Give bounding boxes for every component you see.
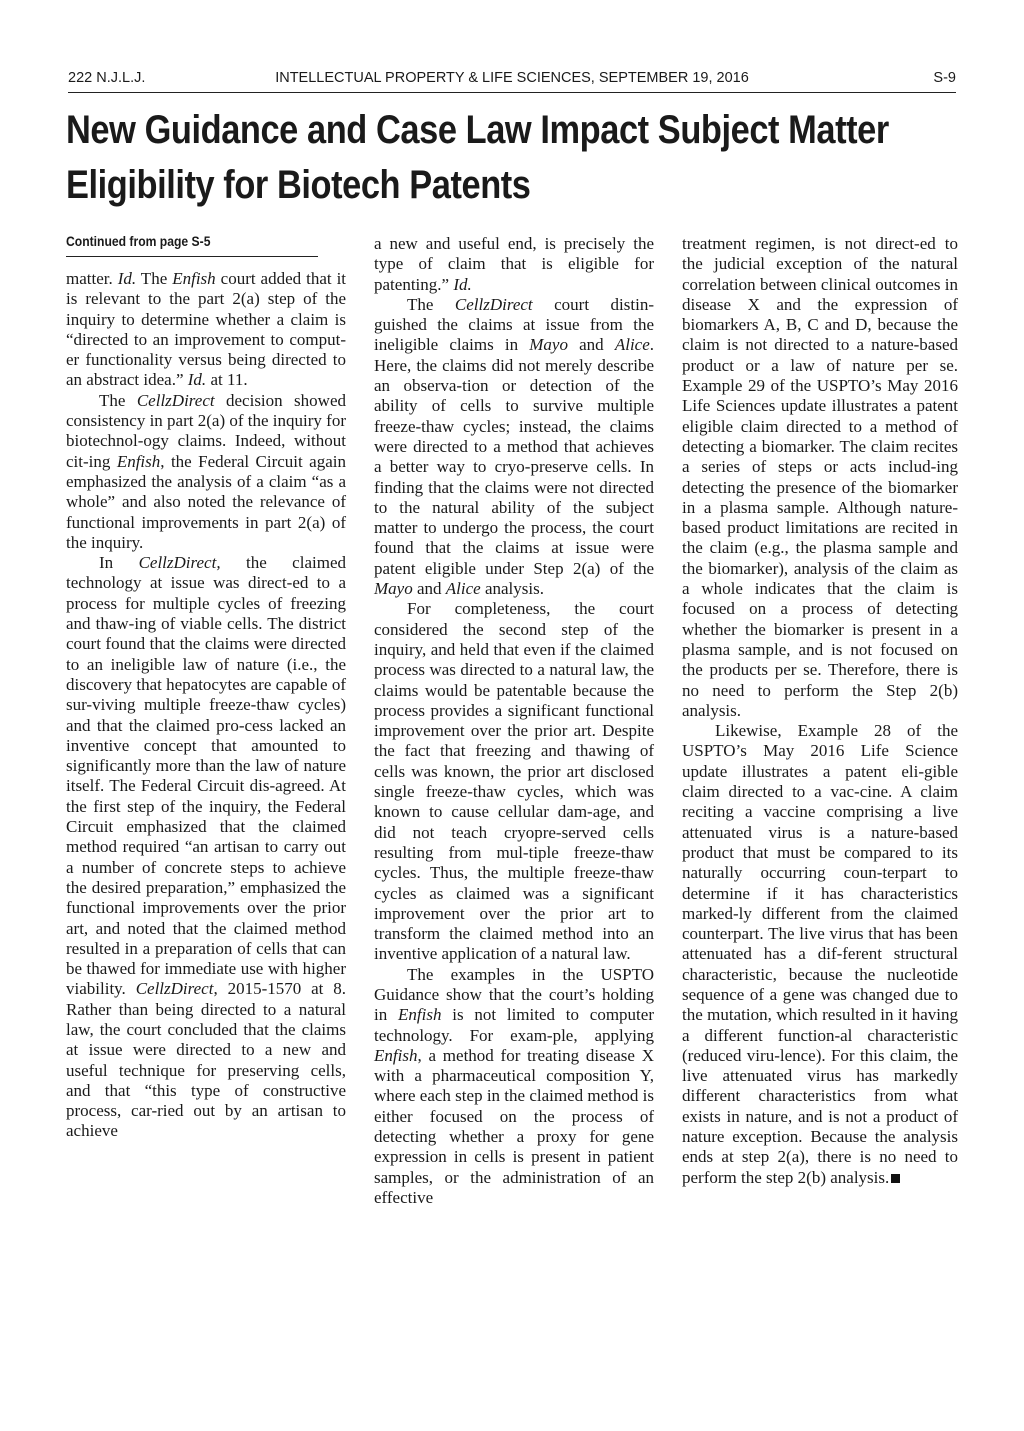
paragraph-text: decision showed consistency in part 2(a) of the inquiry for biotechnol-ogy claims. Indeed, without cit-ing [66, 390, 346, 471]
header-rule [68, 92, 956, 93]
italic-text: CellzDirect [135, 979, 214, 999]
paragraph [682, 234, 958, 721]
paragraph-text: analysis. [480, 579, 544, 599]
paragraph-text: Likewise, Example 28 of the USPTO’s May 2016 Life Science update illustrates a patent eli-gible claim directed to a vac-cine. A claim reciting a vaccine comprising a live attenuated virus is a nature-based product that must be compared to its naturally occurring coun-terpart to determine if it has characteristics marked-ly different from the claimed counterpart. The live virus that has been attenuated has a dif-ferent structural characteristic, because the nucleotide sequence of a gene was changed due to the mutation, which resulted in it having a different function-al characteristic (reduced viru-lence). For this claim, the live attenuated virus has markedly different characteristics from what exists in nature, and is not a product of nature exception. Because the analysis ends at step 2(a), there is no need to perform the step 2(b) analysis. [682, 721, 958, 1187]
italic-text: CellzDirect, [138, 553, 221, 573]
paragraph-text: a new and useful end, is precisely the type of claim that is eligible for patenting.” [374, 234, 654, 294]
italic-text: Enfish [116, 451, 161, 471]
continued-from-label: Continued from page S-5 [66, 234, 318, 257]
paragraph-text: In [99, 553, 139, 573]
paragraph-text: matter. [66, 269, 118, 288]
paragraph-text: , 2015-1570 at 8. Rather than being directed to a natural law, the court concluded that the claims at issue were directed to a new and useful technique for preserving cells, and that “this type of constructive process, car-ried out by an artisan to achieve [66, 979, 346, 1141]
header-section-date: INTELLECTUAL PROPERTY & LIFE SCIENCES, SEPTEMBER 19, 2016 [275, 70, 749, 86]
paragraph-text: The [99, 390, 137, 410]
italic-text: Id. [187, 370, 207, 390]
paragraph-text: court added that it is relevant to the part 2(a) step of the inquiry to determine whether a claim is “directed to an improvement to comput-er functionality versus being directed to an abstract idea.” [66, 269, 347, 390]
column-1 [66, 234, 346, 1142]
italic-text: Alice [445, 579, 481, 599]
article-title [66, 103, 889, 213]
title-line-2: Eligibility for Biotech Patents [66, 163, 531, 207]
header-page-number: S-9 [933, 70, 956, 86]
italic-text: Mayo [374, 579, 413, 599]
end-of-article-mark [891, 1174, 900, 1183]
paragraph [682, 721, 958, 1188]
paragraph-text: The [136, 269, 173, 288]
italic-text: Alice [614, 335, 650, 355]
paragraph-text: and [412, 579, 446, 599]
paragraph-text: , a method for treating disease X with a pharmaceutical composition Y, where each step in the claimed method is either focused on the process of detecting whether a proxy for gene expression in cells is present in patient samples, or the administration of an effective [374, 1045, 654, 1207]
paragraph-text: , the Federal Circuit again emphasized the analysis of a claim “as a whole” and also noted the relevance of functional improvements in part 2(a) of the inquiry. [66, 451, 346, 552]
paragraph-text: and [567, 335, 615, 355]
paragraph-text: For completeness, the court considered the second step of the inquiry, and held that even if the claimed process was directed to a natural law, the claims would be patentable because the process provides a significant functional improvement over the prior art. Despite the fact that freezing and thawing of cells was known, the prior art disclosed single freeze-thaw cycles, which was known to cause cellular dam-age, and did not teach cryopre-served cells resulting from mul-tiple freeze-thaw cycles. Thus, the multiple freeze-thaw cycles as claimed was a significant improvement over the prior art to transform the claimed method into an inventive application of a natural law. [374, 599, 654, 964]
paragraph-text: . Here, the claims did not merely describe an observa-tion or detection of the ability of cells to survive multiple freeze-thaw cycles; instead, the claims were directed to a method that achieves a better way to cryo-preserve cells. In finding that the claims were not directed to the natural ability of the subject matter to undergo the process, the court found that the claims at issue were patent eligible under Step 2(a) of the [374, 335, 655, 578]
italic-text: CellzDirect [136, 390, 215, 410]
running-header [68, 70, 956, 92]
italic-text: CellzDirect [454, 294, 533, 314]
italic-text: Enfish [398, 1005, 442, 1025]
paragraph-text: at 11. [206, 370, 248, 390]
paragraph-text: court distin-guished the claims at issue from the ineligible claims in [374, 294, 654, 355]
title-line-1: New Guidance and Case Law Impact Subject Matter [66, 108, 889, 152]
paragraph [66, 553, 346, 1142]
paragraph [374, 599, 654, 964]
column-3 [682, 234, 958, 1188]
italic-text: Id. [117, 269, 137, 288]
italic-text: Id. [453, 274, 472, 294]
paragraph [374, 965, 654, 1209]
paragraph-text: the claimed technology at issue was direct-ed to a process for multiple cycles of freezing and thaw-ing of viable cells. The district court found that the claims were directed to an ineligible law of nature (i.e., the discovery that hepatocytes are capable of sur-viving multiple freeze-thaw cycles) and that the claimed pro-cess lacked an inventive concept that amounted to significantly more than the law of nature itself. The Federal Circuit dis-agreed. At the first step of the inquiry, the Federal Circuit emphasized that the claimed method required “an artisan to carry out a number of concrete steps to achieve the desired preparation,” emphasized the functional improvements over the prior art, and noted that the claimed method resulted in a preparation of cells that can be thawed for immediate use with higher viability. [66, 553, 346, 999]
paragraph-text: is not limited to computer technology. For exam-ple, applying [374, 1005, 654, 1045]
paragraph [66, 391, 346, 553]
paragraph-text: The examples in the USPTO Guidance show that the court’s holding in [374, 964, 654, 1025]
italic-text: Mayo [529, 335, 568, 355]
paragraph-text: treatment regimen, is not direct-ed to the judicial exception of the natural correlation between clinical outcomes in disease X and the expression of biomarkers A, B, C and D, because the claim is not directed to a nature-based product or a law of nature per se. Example 29 of the USPTO’s May 2016 Life Sciences update illustrates a patent eligible claim directed to a method of detecting a biomarker. The claim recites a series of steps or acts includ-ing detecting the presence of the biomarker in a plasma sample. Although nature-based product limitations are recited in the claim (e.g., the plasma sample and the biomarker), analysis of the claim as a whole indicates that the claim is focused on a process of detecting whether the biomarker is present in a plasma sample, and is not focused on the products per se. Therefore, there is no need to perform the Step 2(b) analysis. [682, 234, 958, 720]
header-citation: 222 N.J.L.J. [68, 70, 146, 86]
column-2 [374, 234, 654, 1208]
paragraph-text: The [407, 294, 455, 314]
paragraph [374, 295, 654, 599]
italic-text: Enfish [172, 269, 216, 288]
paragraph [374, 234, 654, 295]
paragraph [66, 269, 346, 391]
italic-text: Enfish [374, 1045, 418, 1065]
